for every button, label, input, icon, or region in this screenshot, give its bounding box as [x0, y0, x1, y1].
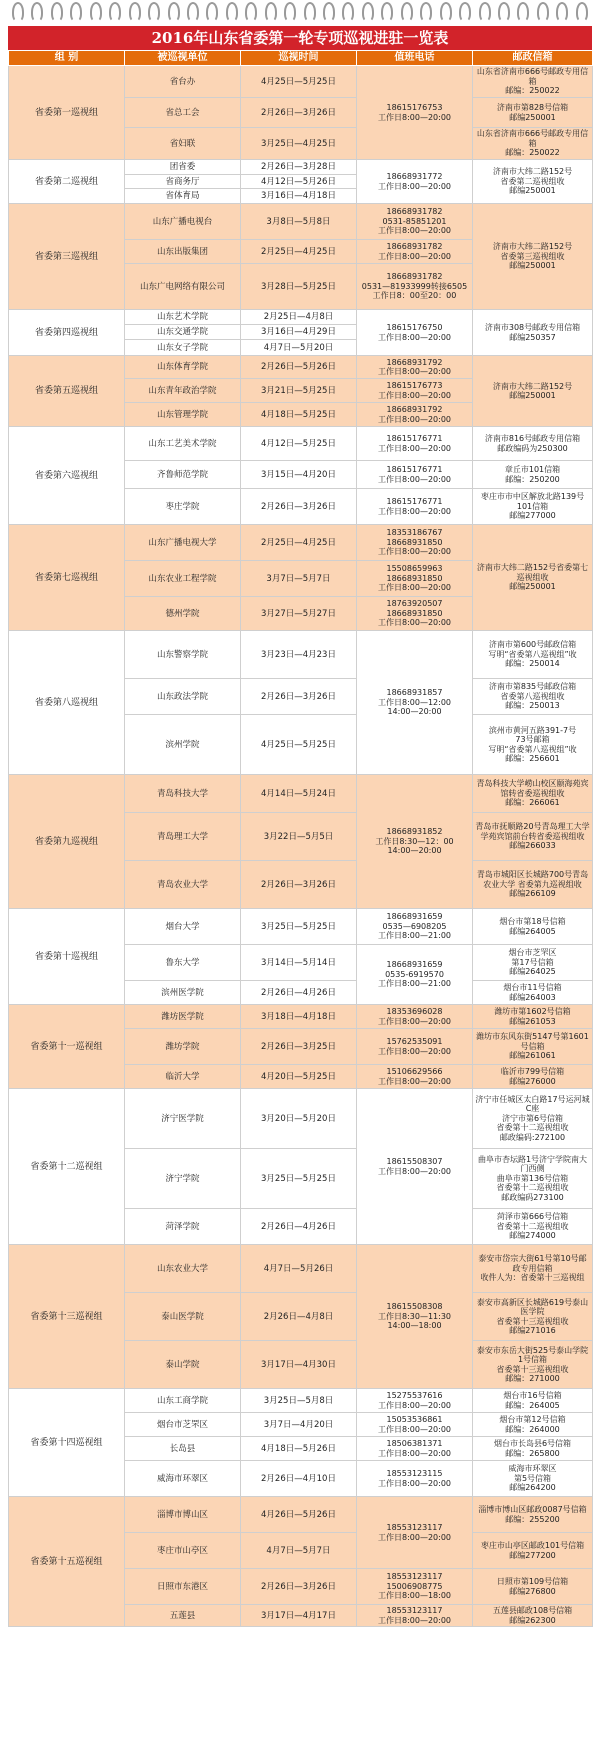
mailbox-cell: 烟台市16号信箱 邮编：264005 — [473, 1389, 593, 1413]
unit-cell: 烟台大学 — [125, 909, 241, 945]
time-cell: 2月26日—3月28日 — [241, 160, 357, 175]
phone-cell: 18668931772 工作日8:00—20:00 — [357, 160, 473, 204]
binder-ring-icon — [187, 2, 199, 22]
unit-cell: 济宁学院 — [125, 1149, 241, 1209]
unit-cell: 山东警察学院 — [125, 631, 241, 679]
mailbox-cell: 曲阜市杏坛路1号济宁学院南大门西侧 曲阜市第136号信箱 省委第十二巡视组收 邮政编码273100 — [473, 1149, 593, 1209]
time-cell: 4月7日—5月20日 — [241, 340, 357, 356]
table-row — [9, 160, 593, 175]
unit-cell: 鲁东大学 — [125, 945, 241, 981]
mailbox-cell: 济南市大纬二路152号省委第七巡视组收 邮编250001 — [473, 525, 593, 631]
binder-ring-icon — [265, 2, 277, 22]
binder-ring-icon — [440, 2, 452, 22]
group-name-cell: 省委第十四巡视组 — [9, 1389, 125, 1497]
time-cell: 2月26日—3月26日 — [241, 679, 357, 715]
binder-ring-icon — [245, 2, 257, 22]
mailbox-cell: 泰安市岱宗大街61号第10号邮政专用信箱 收件人为：省委第十三巡视组 — [473, 1245, 593, 1293]
unit-cell: 青岛农业大学 — [125, 861, 241, 909]
phone-cell: 18668931782 0531-85851201 工作日8:00—20:00 — [357, 204, 473, 240]
binder-rings — [0, 0, 600, 26]
phone-cell: 18615508307 工作日8:00—20:00 — [357, 1089, 473, 1245]
mailbox-cell: 济南市第600号邮政信箱 写明“省委第八巡视组”收 邮编：250014 — [473, 631, 593, 679]
unit-cell: 山东艺术学院 — [125, 310, 241, 325]
group-name-cell: 省委第七巡视组 — [9, 525, 125, 631]
unit-cell: 山东农业工程学院 — [125, 561, 241, 597]
phone-cell: 18668931857 工作日8:00—12:00 14:00—20:00 — [357, 631, 473, 775]
group-name-cell: 省委第五巡视组 — [9, 356, 125, 427]
unit-cell: 青岛科技大学 — [125, 775, 241, 813]
unit-cell: 临沂大学 — [125, 1065, 241, 1089]
group-name-cell: 省委第十五巡视组 — [9, 1497, 125, 1627]
phone-cell: 18615176753 工作日8:00—20:00 — [357, 66, 473, 160]
time-cell: 3月7日—4月20日 — [241, 1413, 357, 1437]
table-row — [9, 775, 593, 813]
time-cell: 3月8日—5月8日 — [241, 204, 357, 240]
time-cell: 3月28日—5月25日 — [241, 264, 357, 310]
header-unit: 被巡视单位 — [125, 51, 241, 66]
time-cell: 3月16日—4月29日 — [241, 325, 357, 340]
mailbox-cell: 济南市大纬二路152号 省委第三巡视组收 邮编250001 — [473, 204, 593, 310]
time-cell: 2月26日—3月26日 — [241, 489, 357, 525]
unit-cell: 省妇联 — [125, 128, 241, 160]
binder-ring-icon — [31, 2, 43, 22]
group-name-cell: 省委第八巡视组 — [9, 631, 125, 775]
time-cell: 4月18日—5月25日 — [241, 403, 357, 427]
group-name-cell: 省委第四巡视组 — [9, 310, 125, 356]
mailbox-cell: 五莲县邮政108号信箱 邮编262300 — [473, 1605, 593, 1627]
mailbox-cell: 烟台市芝罘区 第17号信箱 邮编264025 — [473, 945, 593, 981]
mailbox-cell: 潍坊市第1602号信箱 邮编261053 — [473, 1005, 593, 1029]
unit-cell: 齐鲁师范学院 — [125, 461, 241, 489]
phone-cell: 18353186767 18668931850 工作日8:00—20:00 — [357, 525, 473, 561]
binder-ring-icon — [381, 2, 393, 22]
binder-ring-icon — [479, 2, 491, 22]
time-cell: 3月18日—4月18日 — [241, 1005, 357, 1029]
time-cell: 2月26日—4月10日 — [241, 1461, 357, 1497]
mailbox-cell: 枣庄市市中区解放北路139号101信箱 邮编277000 — [473, 489, 593, 525]
time-cell: 2月25日—4月8日 — [241, 310, 357, 325]
unit-cell: 省体育局 — [125, 189, 241, 204]
binder-ring-icon — [556, 2, 568, 22]
time-cell: 2月26日—3月25日 — [241, 1029, 357, 1065]
unit-cell: 枣庄市山亭区 — [125, 1533, 241, 1569]
unit-cell: 山东女子学院 — [125, 340, 241, 356]
table-row — [9, 909, 593, 945]
mailbox-cell: 青岛科技大学崂山校区颐海苑宾馆转省委巡视组收 邮编：266061 — [473, 775, 593, 813]
unit-cell: 山东交通学院 — [125, 325, 241, 340]
phone-cell: 15508659963 18668931850 工作日8:00—20:00 — [357, 561, 473, 597]
unit-cell: 省商务厅 — [125, 175, 241, 189]
binder-ring-icon — [362, 2, 374, 22]
unit-cell: 潍坊医学院 — [125, 1005, 241, 1029]
phone-cell: 15053536861 工作日8:00—20:00 — [357, 1413, 473, 1437]
phone-cell: 18668931659 0535—6908205 工作日8:00—21:00 — [357, 909, 473, 945]
phone-cell: 15106629566 工作日8:00—20:00 — [357, 1065, 473, 1089]
time-cell: 4月25日—5月25日 — [241, 66, 357, 98]
unit-cell: 淄博市博山区 — [125, 1497, 241, 1533]
page-title: 2016年山东省委第一轮专项巡视进驻一览表 — [8, 26, 592, 50]
table-row — [9, 204, 593, 240]
unit-cell: 山东工艺美术学院 — [125, 427, 241, 461]
unit-cell: 泰山医学院 — [125, 1293, 241, 1341]
table-row — [9, 356, 593, 379]
mailbox-cell: 枣庄市山亭区邮政101号信箱 邮编277200 — [473, 1533, 593, 1569]
binder-ring-icon — [206, 2, 218, 22]
table-row — [9, 66, 593, 98]
mailbox-cell: 济南市大纬二路152号 邮编250001 — [473, 356, 593, 427]
phone-cell: 18668931792 工作日8:00—20:00 — [357, 356, 473, 379]
binder-ring-icon — [12, 2, 24, 22]
phone-cell: 18615176771 工作日8:00—20:00 — [357, 489, 473, 525]
binder-ring-icon — [226, 2, 238, 22]
unit-cell: 泰山学院 — [125, 1341, 241, 1389]
binder-ring-icon — [517, 2, 529, 22]
table-row — [9, 1089, 593, 1149]
group-name-cell: 省委第二巡视组 — [9, 160, 125, 204]
unit-cell: 山东广电网络有限公司 — [125, 264, 241, 310]
header-phone: 值班电话 — [357, 51, 473, 66]
unit-cell: 潍坊学院 — [125, 1029, 241, 1065]
binder-ring-icon — [459, 2, 471, 22]
mailbox-cell: 滨州市黄河五路391-7号 73号邮箱 写明“省委第八巡视组”收 邮编：256601 — [473, 715, 593, 775]
phone-cell: 15275537616 工作日8:00—20:00 — [357, 1389, 473, 1413]
unit-cell: 省台办 — [125, 66, 241, 98]
mailbox-cell: 济南市308号邮政专用信箱 邮编250357 — [473, 310, 593, 356]
time-cell: 3月23日—4月23日 — [241, 631, 357, 679]
phone-cell: 18553123117 工作日8:00—20:00 — [357, 1497, 473, 1569]
mailbox-cell: 济南市第835号邮政信箱 省委第八巡视组收 邮编：250013 — [473, 679, 593, 715]
unit-cell: 青岛理工大学 — [125, 813, 241, 861]
group-name-cell: 省委第十二巡视组 — [9, 1089, 125, 1245]
unit-cell: 长岛县 — [125, 1437, 241, 1461]
mailbox-cell: 菏泽市第666号信箱 省委第十二巡视组收 邮编274000 — [473, 1209, 593, 1245]
table-row — [9, 427, 593, 461]
phone-cell: 18615508308 工作日8:30—11:30 14:00—18:00 — [357, 1245, 473, 1389]
mailbox-cell: 淄博市博山区邮政0087号信箱 邮编：255200 — [473, 1497, 593, 1533]
time-cell: 2月25日—4月25日 — [241, 240, 357, 264]
group-name-cell: 省委第十巡视组 — [9, 909, 125, 1005]
table-row — [9, 1389, 593, 1413]
time-cell: 4月26日—5月26日 — [241, 1497, 357, 1533]
group-name-cell: 省委第十一巡视组 — [9, 1005, 125, 1089]
phone-cell: 15762535091 工作日8:00—20:00 — [357, 1029, 473, 1065]
mailbox-cell: 章丘市101信箱 邮编：250200 — [473, 461, 593, 489]
table-row — [9, 1005, 593, 1029]
group-name-cell: 省委第三巡视组 — [9, 204, 125, 310]
phone-cell: 18615176750 工作日8:00—20:00 — [357, 310, 473, 356]
mailbox-cell: 济南市大纬二路152号 省委第二巡视组收 邮编250001 — [473, 160, 593, 204]
table-row — [9, 1497, 593, 1533]
binder-ring-icon — [109, 2, 121, 22]
time-cell: 3月25日—5月8日 — [241, 1389, 357, 1413]
phone-cell: 18506381371 工作日8:00—20:00 — [357, 1437, 473, 1461]
time-cell: 2月26日—3月26日 — [241, 861, 357, 909]
phone-cell: 18615176771 工作日8:00—20:00 — [357, 427, 473, 461]
group-name-cell: 省委第十三巡视组 — [9, 1245, 125, 1389]
time-cell: 2月25日—4月25日 — [241, 525, 357, 561]
mailbox-cell: 烟台市第18号信箱 邮编264005 — [473, 909, 593, 945]
mailbox-cell: 泰安市东岳大街525号泰山学院1号信箱 省委第十三巡视组收 邮编：271000 — [473, 1341, 593, 1389]
mailbox-cell: 日照市第109号信箱 邮编276800 — [473, 1569, 593, 1605]
time-cell: 4月7日—5月7日 — [241, 1533, 357, 1569]
binder-ring-icon — [168, 2, 180, 22]
time-cell: 3月20日—5月20日 — [241, 1089, 357, 1149]
time-cell: 4月14日—5月24日 — [241, 775, 357, 813]
time-cell: 3月27日—5月27日 — [241, 597, 357, 631]
inspection-table — [8, 50, 593, 1627]
table-body — [9, 66, 593, 1627]
mailbox-cell: 临沂市799号信箱 邮编276000 — [473, 1065, 593, 1089]
binder-ring-icon — [401, 2, 413, 22]
unit-cell: 枣庄学院 — [125, 489, 241, 525]
binder-ring-icon — [148, 2, 160, 22]
group-name-cell: 省委第九巡视组 — [9, 775, 125, 909]
mailbox-cell: 山东省济南市666号邮政专用信箱 邮编：250022 — [473, 66, 593, 98]
table-row — [9, 310, 593, 325]
phone-cell: 18553123117 工作日8:00—20:00 — [357, 1605, 473, 1627]
binder-ring-icon — [284, 2, 296, 22]
unit-cell: 威海市环翠区 — [125, 1461, 241, 1497]
time-cell: 4月20日—5月25日 — [241, 1065, 357, 1089]
unit-cell: 山东青年政治学院 — [125, 379, 241, 403]
time-cell: 2月26日—3月26日 — [241, 98, 357, 128]
time-cell: 3月25日—5月25日 — [241, 1149, 357, 1209]
mailbox-cell: 济南市第828号信箱 邮编250001 — [473, 98, 593, 128]
time-cell: 4月25日—5月25日 — [241, 715, 357, 775]
mailbox-cell: 威海市环翠区 第5号信箱 邮编264200 — [473, 1461, 593, 1497]
phone-cell: 18353696028 工作日8:00—20:00 — [357, 1005, 473, 1029]
mailbox-cell: 烟台市长岛县6号信箱 邮编：265800 — [473, 1437, 593, 1461]
time-cell: 3月14日—5月14日 — [241, 945, 357, 981]
time-cell: 4月7日—5月26日 — [241, 1245, 357, 1293]
unit-cell: 济宁医学院 — [125, 1089, 241, 1149]
header-time: 巡视时间 — [241, 51, 357, 66]
binder-ring-icon — [498, 2, 510, 22]
time-cell: 3月15日—4月20日 — [241, 461, 357, 489]
phone-cell: 18615176773 工作日8:00—20:00 — [357, 379, 473, 403]
binder-ring-icon — [304, 2, 316, 22]
group-name-cell: 省委第一巡视组 — [9, 66, 125, 160]
mailbox-cell: 烟台市第12号信箱 邮编：264000 — [473, 1413, 593, 1437]
time-cell: 3月22日—5月5日 — [241, 813, 357, 861]
phone-cell: 18763920507 18668931850 工作日8:00—20:00 — [357, 597, 473, 631]
time-cell: 2月26日—4月26日 — [241, 981, 357, 1005]
mailbox-cell: 青岛市城阳区长城路700号青岛农业大学 省委第九巡视组收 邮编266109 — [473, 861, 593, 909]
table-row — [9, 525, 593, 561]
phone-cell: 18668931792 工作日8:00—20:00 — [357, 403, 473, 427]
phone-cell: 18668931782 工作日8:00—20:00 — [357, 240, 473, 264]
unit-cell: 山东广播电视台 — [125, 204, 241, 240]
time-cell: 2月26日—4月8日 — [241, 1293, 357, 1341]
unit-cell: 山东体育学院 — [125, 356, 241, 379]
phone-cell: 18615176771 工作日8:00—20:00 — [357, 461, 473, 489]
unit-cell: 滨州学院 — [125, 715, 241, 775]
header-group: 组 别 — [9, 51, 125, 66]
mailbox-cell: 潍坊市东风东街5147号第1601号信箱 邮编261061 — [473, 1029, 593, 1065]
binder-ring-icon — [51, 2, 63, 22]
unit-cell: 山东管理学院 — [125, 403, 241, 427]
unit-cell: 山东广播电视大学 — [125, 525, 241, 561]
mailbox-cell: 济宁市任城区太白路17号运河城C座 济宁市第6号信箱 省委第十二巡视组收 邮政编码:272100 — [473, 1089, 593, 1149]
mailbox-cell: 济南市816号邮政专用信箱 邮政编码为250300 — [473, 427, 593, 461]
time-cell: 3月17日—4月17日 — [241, 1605, 357, 1627]
unit-cell: 烟台市芝罘区 — [125, 1413, 241, 1437]
binder-ring-icon — [70, 2, 82, 22]
time-cell: 3月17日—4月30日 — [241, 1341, 357, 1389]
phone-cell: 18668931852 工作日8:30—12：00 14:00—20:00 — [357, 775, 473, 909]
unit-cell: 五莲县 — [125, 1605, 241, 1627]
time-cell: 3月16日—4月18日 — [241, 189, 357, 204]
mailbox-cell: 烟台市11号信箱 邮编264003 — [473, 981, 593, 1005]
time-cell: 3月25日—4月25日 — [241, 128, 357, 160]
phone-cell: 18553123117 15006908775 工作日8:00—18:00 — [357, 1569, 473, 1605]
binder-ring-icon — [90, 2, 102, 22]
time-cell: 4月12日—5月25日 — [241, 427, 357, 461]
unit-cell: 省总工会 — [125, 98, 241, 128]
time-cell: 4月12日—5月26日 — [241, 175, 357, 189]
mailbox-cell: 山东省济南市666号邮政专用信箱 邮编：250022 — [473, 128, 593, 160]
time-cell: 2月26日—4月26日 — [241, 1209, 357, 1245]
unit-cell: 山东工商学院 — [125, 1389, 241, 1413]
time-cell: 3月7日—5月7日 — [241, 561, 357, 597]
table-row — [9, 631, 593, 679]
binder-ring-icon — [420, 2, 432, 22]
time-cell: 2月26日—3月26日 — [241, 1569, 357, 1605]
phone-cell: 18668931782 0531—81933999转接6505 工作日8：00至20：00 — [357, 264, 473, 310]
group-name-cell: 省委第六巡视组 — [9, 427, 125, 525]
binder-ring-icon — [537, 2, 549, 22]
unit-cell: 日照市东港区 — [125, 1569, 241, 1605]
time-cell: 2月26日—5月26日 — [241, 356, 357, 379]
time-cell: 3月21日—5月25日 — [241, 379, 357, 403]
unit-cell: 德州学院 — [125, 597, 241, 631]
binder-ring-icon — [342, 2, 354, 22]
binder-ring-icon — [323, 2, 335, 22]
time-cell: 4月18日—5月26日 — [241, 1437, 357, 1461]
unit-cell: 菏泽学院 — [125, 1209, 241, 1245]
unit-cell: 团省委 — [125, 160, 241, 175]
binder-ring-icon — [576, 2, 588, 22]
binder-ring-icon — [129, 2, 141, 22]
mailbox-cell: 泰安市高新区长城路619号泰山医学院 省委第十三巡视组收 邮编271016 — [473, 1293, 593, 1341]
mailbox-cell: 青岛市抚顺路20号青岛理工大学学苑宾馆前台转省委巡视组收 邮编266033 — [473, 813, 593, 861]
time-cell: 3月25日—5月25日 — [241, 909, 357, 945]
unit-cell: 山东农业大学 — [125, 1245, 241, 1293]
phone-cell: 18553123115 工作日8:00—20:00 — [357, 1461, 473, 1497]
unit-cell: 山东政法学院 — [125, 679, 241, 715]
table-header-row — [9, 51, 593, 66]
unit-cell: 滨州医学院 — [125, 981, 241, 1005]
phone-cell: 18668931659 0535-6919570 工作日8:00—21:00 — [357, 945, 473, 1005]
unit-cell: 山东出版集团 — [125, 240, 241, 264]
table-row — [9, 1245, 593, 1293]
header-mailbox: 邮政信箱 — [473, 51, 593, 66]
